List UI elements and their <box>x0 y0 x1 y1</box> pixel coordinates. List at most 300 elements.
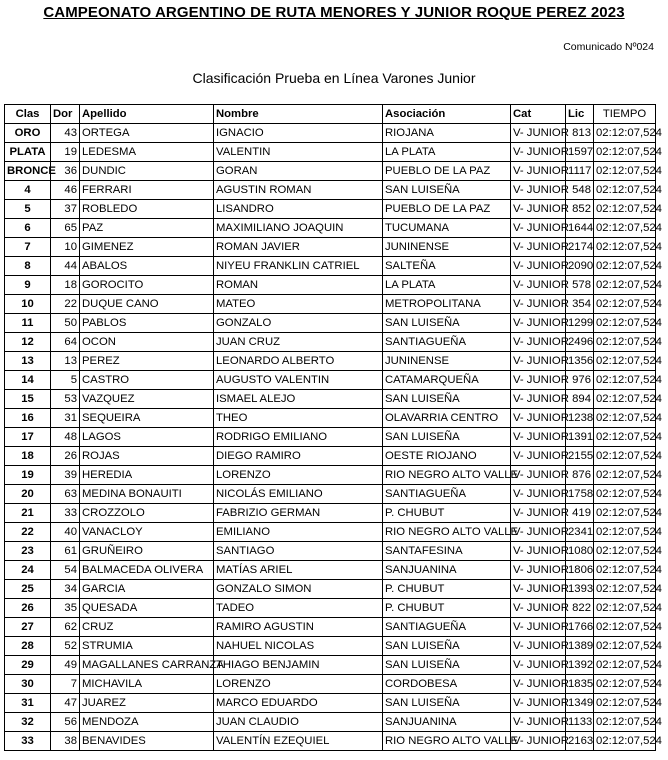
cell-asociacion: SANTIAGUEÑA <box>383 333 511 352</box>
cell-dor: 36 <box>51 162 80 181</box>
cell-clas: 19 <box>5 466 51 485</box>
cell-dor: 49 <box>51 656 80 675</box>
cell-dor: 61 <box>51 542 80 561</box>
cell-tiempo: 02:12:07,524 <box>594 314 656 333</box>
cell-apellido: VAZQUEZ <box>80 390 214 409</box>
cell-dor: 19 <box>51 143 80 162</box>
cell-nombre: EMILIANO <box>214 523 383 542</box>
table-row <box>5 314 656 333</box>
cell-asociacion: P. CHUBUT <box>383 504 511 523</box>
cell-tiempo: 02:12:07,524 <box>594 618 656 637</box>
cell-cat: V- JUNIOR <box>511 162 566 181</box>
cell-tiempo: 02:12:07,524 <box>594 257 656 276</box>
cell-dor: 48 <box>51 428 80 447</box>
cell-apellido: HEREDIA <box>80 466 214 485</box>
cell-clas: 17 <box>5 428 51 447</box>
cell-asociacion: SAN LUISEÑA <box>383 656 511 675</box>
cell-nombre: JUAN CLAUDIO <box>214 713 383 732</box>
cell-dor: 46 <box>51 181 80 200</box>
cell-dor: 10 <box>51 238 80 257</box>
cell-cat: V- JUNIOR <box>511 656 566 675</box>
cell-nombre: MATÍAS ARIEL <box>214 561 383 580</box>
cell-apellido: LAGOS <box>80 428 214 447</box>
cell-cat: V- JUNIOR <box>511 314 566 333</box>
cell-apellido: ORTEGA <box>80 124 214 143</box>
cell-clas: 10 <box>5 295 51 314</box>
table-row <box>5 466 656 485</box>
cell-nombre: NAHUEL NICOLAS <box>214 637 383 656</box>
cell-dor: 7 <box>51 675 80 694</box>
cell-asociacion: OESTE RIOJANO <box>383 447 511 466</box>
cell-clas: 31 <box>5 694 51 713</box>
cell-clas: PLATA <box>5 143 51 162</box>
table-row <box>5 485 656 504</box>
cell-tiempo: 02:12:07,524 <box>594 542 656 561</box>
cell-tiempo: 02:12:07,524 <box>594 371 656 390</box>
cell-clas: 16 <box>5 409 51 428</box>
cell-cat: V- JUNIOR <box>511 713 566 732</box>
cell-dor: 37 <box>51 200 80 219</box>
cell-tiempo: 02:12:07,524 <box>594 599 656 618</box>
cell-dor: 54 <box>51 561 80 580</box>
cell-tiempo: 02:12:07,524 <box>594 466 656 485</box>
cell-apellido: OCON <box>80 333 214 352</box>
cell-cat: V- JUNIOR <box>511 124 566 143</box>
classification-subtitle: Clasificación Prueba en Línea Varones Junior <box>192 70 476 86</box>
cell-cat: V- JUNIOR <box>511 618 566 637</box>
cell-tiempo: 02:12:07,524 <box>594 428 656 447</box>
table-row <box>5 561 656 580</box>
cell-apellido: PEREZ <box>80 352 214 371</box>
cell-nombre: RODRIGO EMILIANO <box>214 428 383 447</box>
cell-asociacion: TUCUMANA <box>383 219 511 238</box>
cell-dor: 13 <box>51 352 80 371</box>
column-header-nombre: Nombre <box>214 105 383 124</box>
cell-clas: 14 <box>5 371 51 390</box>
table-row <box>5 694 656 713</box>
cell-nombre: LISANDRO <box>214 200 383 219</box>
cell-asociacion: SAN LUISEÑA <box>383 428 511 447</box>
cell-nombre: THIAGO BENJAMIN <box>214 656 383 675</box>
cell-dor: 53 <box>51 390 80 409</box>
cell-cat: V- JUNIOR <box>511 238 566 257</box>
comunicado-number: Comunicado Nº024 <box>563 41 654 53</box>
cell-lic: 419 <box>566 504 594 523</box>
page-title: CAMPEONATO ARGENTINO DE RUTA MENORES Y JUNIOR ROQUE PEREZ 2023 <box>43 4 625 21</box>
cell-apellido: BALMACEDA OLIVERA <box>80 561 214 580</box>
cell-clas: 23 <box>5 542 51 561</box>
cell-clas: 30 <box>5 675 51 694</box>
cell-cat: V- JUNIOR <box>511 428 566 447</box>
cell-apellido: CASTRO <box>80 371 214 390</box>
cell-lic: 976 <box>566 371 594 390</box>
table-row <box>5 618 656 637</box>
table-row <box>5 238 656 257</box>
cell-nombre: SANTIAGO <box>214 542 383 561</box>
cell-tiempo: 02:12:07,524 <box>594 219 656 238</box>
cell-nombre: LEONARDO ALBERTO <box>214 352 383 371</box>
cell-nombre: ROMAN <box>214 276 383 295</box>
cell-tiempo: 02:12:07,524 <box>594 447 656 466</box>
cell-clas: 9 <box>5 276 51 295</box>
table-row <box>5 390 656 409</box>
cell-dor: 22 <box>51 295 80 314</box>
cell-dor: 18 <box>51 276 80 295</box>
cell-nombre: GONZALO <box>214 314 383 333</box>
cell-nombre: MAXIMILIANO JOAQUIN <box>214 219 383 238</box>
table-row <box>5 257 656 276</box>
cell-lic: 578 <box>566 276 594 295</box>
table-row <box>5 542 656 561</box>
table-header-row <box>5 105 656 124</box>
table-row <box>5 200 656 219</box>
cell-asociacion: PUEBLO DE LA PAZ <box>383 200 511 219</box>
cell-apellido: LEDESMA <box>80 143 214 162</box>
cell-asociacion: SAN LUISEÑA <box>383 390 511 409</box>
cell-dor: 38 <box>51 732 80 751</box>
cell-lic: 1133 <box>566 713 594 732</box>
cell-clas: 24 <box>5 561 51 580</box>
cell-tiempo: 02:12:07,524 <box>594 295 656 314</box>
cell-asociacion: PUEBLO DE LA PAZ <box>383 162 511 181</box>
cell-clas: 6 <box>5 219 51 238</box>
cell-asociacion: SAN LUISEÑA <box>383 694 511 713</box>
table-row <box>5 504 656 523</box>
cell-asociacion: RIO NEGRO ALTO VALLE <box>383 523 511 542</box>
cell-tiempo: 02:12:07,524 <box>594 276 656 295</box>
cell-clas: 27 <box>5 618 51 637</box>
cell-lic: 852 <box>566 200 594 219</box>
cell-lic: 1389 <box>566 637 594 656</box>
table-row <box>5 143 656 162</box>
cell-asociacion: SAN LUISEÑA <box>383 637 511 656</box>
cell-tiempo: 02:12:07,524 <box>594 333 656 352</box>
cell-cat: V- JUNIOR <box>511 200 566 219</box>
cell-clas: 21 <box>5 504 51 523</box>
cell-asociacion: JUNINENSE <box>383 238 511 257</box>
cell-nombre: DIEGO RAMIRO <box>214 447 383 466</box>
table-row <box>5 599 656 618</box>
cell-tiempo: 02:12:07,524 <box>594 637 656 656</box>
cell-cat: V- JUNIOR <box>511 143 566 162</box>
cell-clas: 20 <box>5 485 51 504</box>
table-row <box>5 276 656 295</box>
cell-clas: 15 <box>5 390 51 409</box>
cell-dor: 44 <box>51 257 80 276</box>
cell-tiempo: 02:12:07,524 <box>594 485 656 504</box>
cell-lic: 1393 <box>566 580 594 599</box>
cell-cat: V- JUNIOR <box>511 181 566 200</box>
cell-dor: 52 <box>51 637 80 656</box>
cell-cat: V- JUNIOR <box>511 409 566 428</box>
cell-dor: 40 <box>51 523 80 542</box>
table-row <box>5 675 656 694</box>
column-header-asociacion: Asociación <box>383 105 511 124</box>
cell-dor: 62 <box>51 618 80 637</box>
cell-lic: 1349 <box>566 694 594 713</box>
cell-dor: 47 <box>51 694 80 713</box>
cell-clas: 8 <box>5 257 51 276</box>
cell-apellido: CROZZOLO <box>80 504 214 523</box>
cell-tiempo: 02:12:07,524 <box>594 675 656 694</box>
cell-cat: V- JUNIOR <box>511 390 566 409</box>
cell-nombre: VALENTIN <box>214 143 383 162</box>
cell-tiempo: 02:12:07,524 <box>594 523 656 542</box>
table-row <box>5 447 656 466</box>
cell-lic: 1391 <box>566 428 594 447</box>
cell-dor: 5 <box>51 371 80 390</box>
cell-lic: 876 <box>566 466 594 485</box>
cell-tiempo: 02:12:07,524 <box>594 694 656 713</box>
cell-tiempo: 02:12:07,524 <box>594 352 656 371</box>
cell-dor: 50 <box>51 314 80 333</box>
cell-asociacion: SALTEÑA <box>383 257 511 276</box>
cell-clas: 5 <box>5 200 51 219</box>
cell-nombre: VALENTÍN EZEQUIEL <box>214 732 383 751</box>
cell-apellido: CRUZ <box>80 618 214 637</box>
cell-lic: 1806 <box>566 561 594 580</box>
cell-dor: 56 <box>51 713 80 732</box>
cell-apellido: DUNDIC <box>80 162 214 181</box>
cell-tiempo: 02:12:07,524 <box>594 181 656 200</box>
cell-nombre: FABRIZIO GERMAN <box>214 504 383 523</box>
cell-cat: V- JUNIOR <box>511 580 566 599</box>
table-row <box>5 656 656 675</box>
cell-asociacion: CORDOBESA <box>383 675 511 694</box>
cell-lic: 548 <box>566 181 594 200</box>
cell-apellido: STRUMIA <box>80 637 214 656</box>
cell-nombre: AGUSTIN ROMAN <box>214 181 383 200</box>
cell-tiempo: 02:12:07,524 <box>594 238 656 257</box>
cell-lic: 1644 <box>566 219 594 238</box>
cell-cat: V- JUNIOR <box>511 694 566 713</box>
cell-asociacion: RIO NEGRO ALTO VALLE <box>383 732 511 751</box>
cell-apellido: BENAVIDES <box>80 732 214 751</box>
cell-dor: 31 <box>51 409 80 428</box>
table-row <box>5 523 656 542</box>
cell-tiempo: 02:12:07,524 <box>594 409 656 428</box>
cell-apellido: GOROCITO <box>80 276 214 295</box>
cell-cat: V- JUNIOR <box>511 219 566 238</box>
column-header-dor: Dor <box>51 105 80 124</box>
cell-lic: 1356 <box>566 352 594 371</box>
cell-asociacion: RIO NEGRO ALTO VALLE <box>383 466 511 485</box>
cell-lic: 1080 <box>566 542 594 561</box>
cell-cat: V- JUNIOR <box>511 333 566 352</box>
cell-apellido: ROJAS <box>80 447 214 466</box>
cell-clas: 13 <box>5 352 51 371</box>
cell-tiempo: 02:12:07,524 <box>594 390 656 409</box>
table-row <box>5 637 656 656</box>
cell-dor: 35 <box>51 599 80 618</box>
cell-apellido: DUQUE CANO <box>80 295 214 314</box>
cell-lic: 822 <box>566 599 594 618</box>
cell-apellido: GIMENEZ <box>80 238 214 257</box>
cell-cat: V- JUNIOR <box>511 675 566 694</box>
cell-dor: 63 <box>51 485 80 504</box>
cell-cat: V- JUNIOR <box>511 257 566 276</box>
cell-cat: V- JUNIOR <box>511 485 566 504</box>
cell-clas: 25 <box>5 580 51 599</box>
cell-lic: 2155 <box>566 447 594 466</box>
cell-apellido: MENDOZA <box>80 713 214 732</box>
cell-asociacion: SANTIAGUEÑA <box>383 485 511 504</box>
cell-asociacion: LA PLATA <box>383 276 511 295</box>
cell-lic: 813 <box>566 124 594 143</box>
cell-apellido: FERRARI <box>80 181 214 200</box>
cell-lic: 1758 <box>566 485 594 504</box>
cell-nombre: NIYEU FRANKLIN CATRIEL <box>214 257 383 276</box>
cell-cat: V- JUNIOR <box>511 637 566 656</box>
cell-asociacion: SANTIAGUEÑA <box>383 618 511 637</box>
cell-nombre: MARCO EDUARDO <box>214 694 383 713</box>
cell-dor: 43 <box>51 124 80 143</box>
cell-apellido: MAGALLANES CARRANZA <box>80 656 214 675</box>
cell-tiempo: 02:12:07,524 <box>594 561 656 580</box>
cell-asociacion: SANJUANINA <box>383 713 511 732</box>
cell-cat: V- JUNIOR <box>511 466 566 485</box>
cell-nombre: LORENZO <box>214 675 383 694</box>
cell-nombre: AUGUSTO VALENTIN <box>214 371 383 390</box>
table-row <box>5 713 656 732</box>
cell-lic: 1117 <box>566 162 594 181</box>
cell-apellido: GRUÑEIRO <box>80 542 214 561</box>
cell-cat: V- JUNIOR <box>511 504 566 523</box>
cell-dor: 33 <box>51 504 80 523</box>
cell-cat: V- JUNIOR <box>511 295 566 314</box>
cell-tiempo: 02:12:07,524 <box>594 713 656 732</box>
cell-clas: 7 <box>5 238 51 257</box>
cell-cat: V- JUNIOR <box>511 352 566 371</box>
cell-cat: V- JUNIOR <box>511 447 566 466</box>
cell-tiempo: 02:12:07,524 <box>594 162 656 181</box>
cell-tiempo: 02:12:07,524 <box>594 504 656 523</box>
cell-dor: 64 <box>51 333 80 352</box>
cell-tiempo: 02:12:07,524 <box>594 580 656 599</box>
table-row <box>5 428 656 447</box>
cell-clas: 18 <box>5 447 51 466</box>
cell-apellido: PABLOS <box>80 314 214 333</box>
cell-asociacion: SANJUANINA <box>383 561 511 580</box>
cell-cat: V- JUNIOR <box>511 599 566 618</box>
cell-tiempo: 02:12:07,524 <box>594 124 656 143</box>
cell-clas: 4 <box>5 181 51 200</box>
cell-dor: 65 <box>51 219 80 238</box>
cell-clas: ORO <box>5 124 51 143</box>
column-header-clas: Clas <box>5 105 51 124</box>
cell-nombre: NICOLÁS EMILIANO <box>214 485 383 504</box>
cell-clas: 11 <box>5 314 51 333</box>
cell-clas: BRONCE <box>5 162 51 181</box>
cell-tiempo: 02:12:07,524 <box>594 732 656 751</box>
cell-lic: 1766 <box>566 618 594 637</box>
cell-cat: V- JUNIOR <box>511 561 566 580</box>
cell-apellido: MEDINA BONAUITI <box>80 485 214 504</box>
cell-dor: 26 <box>51 447 80 466</box>
column-header-tiempo: TIEMPO <box>594 105 656 124</box>
cell-nombre: LORENZO <box>214 466 383 485</box>
results-table-body <box>5 124 662 751</box>
cell-asociacion: OLAVARRIA CENTRO <box>383 409 511 428</box>
cell-clas: 28 <box>5 637 51 656</box>
cell-asociacion: P. CHUBUT <box>383 580 511 599</box>
cell-cat: V- JUNIOR <box>511 523 566 542</box>
cell-cat: V- JUNIOR <box>511 732 566 751</box>
table-row <box>5 124 656 143</box>
cell-apellido: JUAREZ <box>80 694 214 713</box>
cell-dor: 39 <box>51 466 80 485</box>
table-row <box>5 219 656 238</box>
cell-tiempo: 02:12:07,524 <box>594 656 656 675</box>
table-row <box>5 409 656 428</box>
column-header-lic: Lic <box>566 105 594 124</box>
cell-asociacion: SAN LUISEÑA <box>383 314 511 333</box>
cell-asociacion: CATAMARQUEÑA <box>383 371 511 390</box>
column-header-apellido: Apellido <box>80 105 214 124</box>
cell-apellido: ABALOS <box>80 257 214 276</box>
column-header-cat: Cat <box>511 105 566 124</box>
cell-asociacion: SAN LUISEÑA <box>383 181 511 200</box>
cell-cat: V- JUNIOR <box>511 542 566 561</box>
cell-asociacion: RIOJANA <box>383 124 511 143</box>
cell-nombre: ISMAEL ALEJO <box>214 390 383 409</box>
cell-apellido: SEQUEIRA <box>80 409 214 428</box>
cell-clas: 26 <box>5 599 51 618</box>
cell-apellido: ROBLEDO <box>80 200 214 219</box>
cell-nombre: GORAN <box>214 162 383 181</box>
cell-nombre: IGNACIO <box>214 124 383 143</box>
cell-asociacion: JUNINENSE <box>383 352 511 371</box>
cell-tiempo: 02:12:07,524 <box>594 200 656 219</box>
table-row <box>5 371 656 390</box>
cell-clas: 33 <box>5 732 51 751</box>
table-row <box>5 333 656 352</box>
cell-nombre: JUAN CRUZ <box>214 333 383 352</box>
cell-apellido: MICHAVILA <box>80 675 214 694</box>
cell-lic: 2174 <box>566 238 594 257</box>
cell-cat: V- JUNIOR <box>511 371 566 390</box>
cell-lic: 2496 <box>566 333 594 352</box>
table-row <box>5 352 656 371</box>
cell-asociacion: P. CHUBUT <box>383 599 511 618</box>
cell-nombre: THEO <box>214 409 383 428</box>
cell-clas: 29 <box>5 656 51 675</box>
table-row <box>5 181 656 200</box>
cell-tiempo: 02:12:07,524 <box>594 143 656 162</box>
cell-asociacion: LA PLATA <box>383 143 511 162</box>
results-table <box>4 104 662 751</box>
cell-apellido: GARCIA <box>80 580 214 599</box>
cell-lic: 2341 <box>566 523 594 542</box>
cell-apellido: PAZ <box>80 219 214 238</box>
cell-lic: 1835 <box>566 675 594 694</box>
cell-asociacion: SANTAFESINA <box>383 542 511 561</box>
cell-clas: 12 <box>5 333 51 352</box>
table-row <box>5 295 656 314</box>
cell-nombre: TADEO <box>214 599 383 618</box>
cell-clas: 32 <box>5 713 51 732</box>
table-row <box>5 732 656 751</box>
cell-lic: 2163 <box>566 732 594 751</box>
cell-lic: 1392 <box>566 656 594 675</box>
cell-nombre: RAMIRO AGUSTIN <box>214 618 383 637</box>
cell-clas: 22 <box>5 523 51 542</box>
cell-dor: 34 <box>51 580 80 599</box>
cell-lic: 1299 <box>566 314 594 333</box>
table-row <box>5 162 656 181</box>
cell-cat: V- JUNIOR <box>511 276 566 295</box>
cell-lic: 354 <box>566 295 594 314</box>
